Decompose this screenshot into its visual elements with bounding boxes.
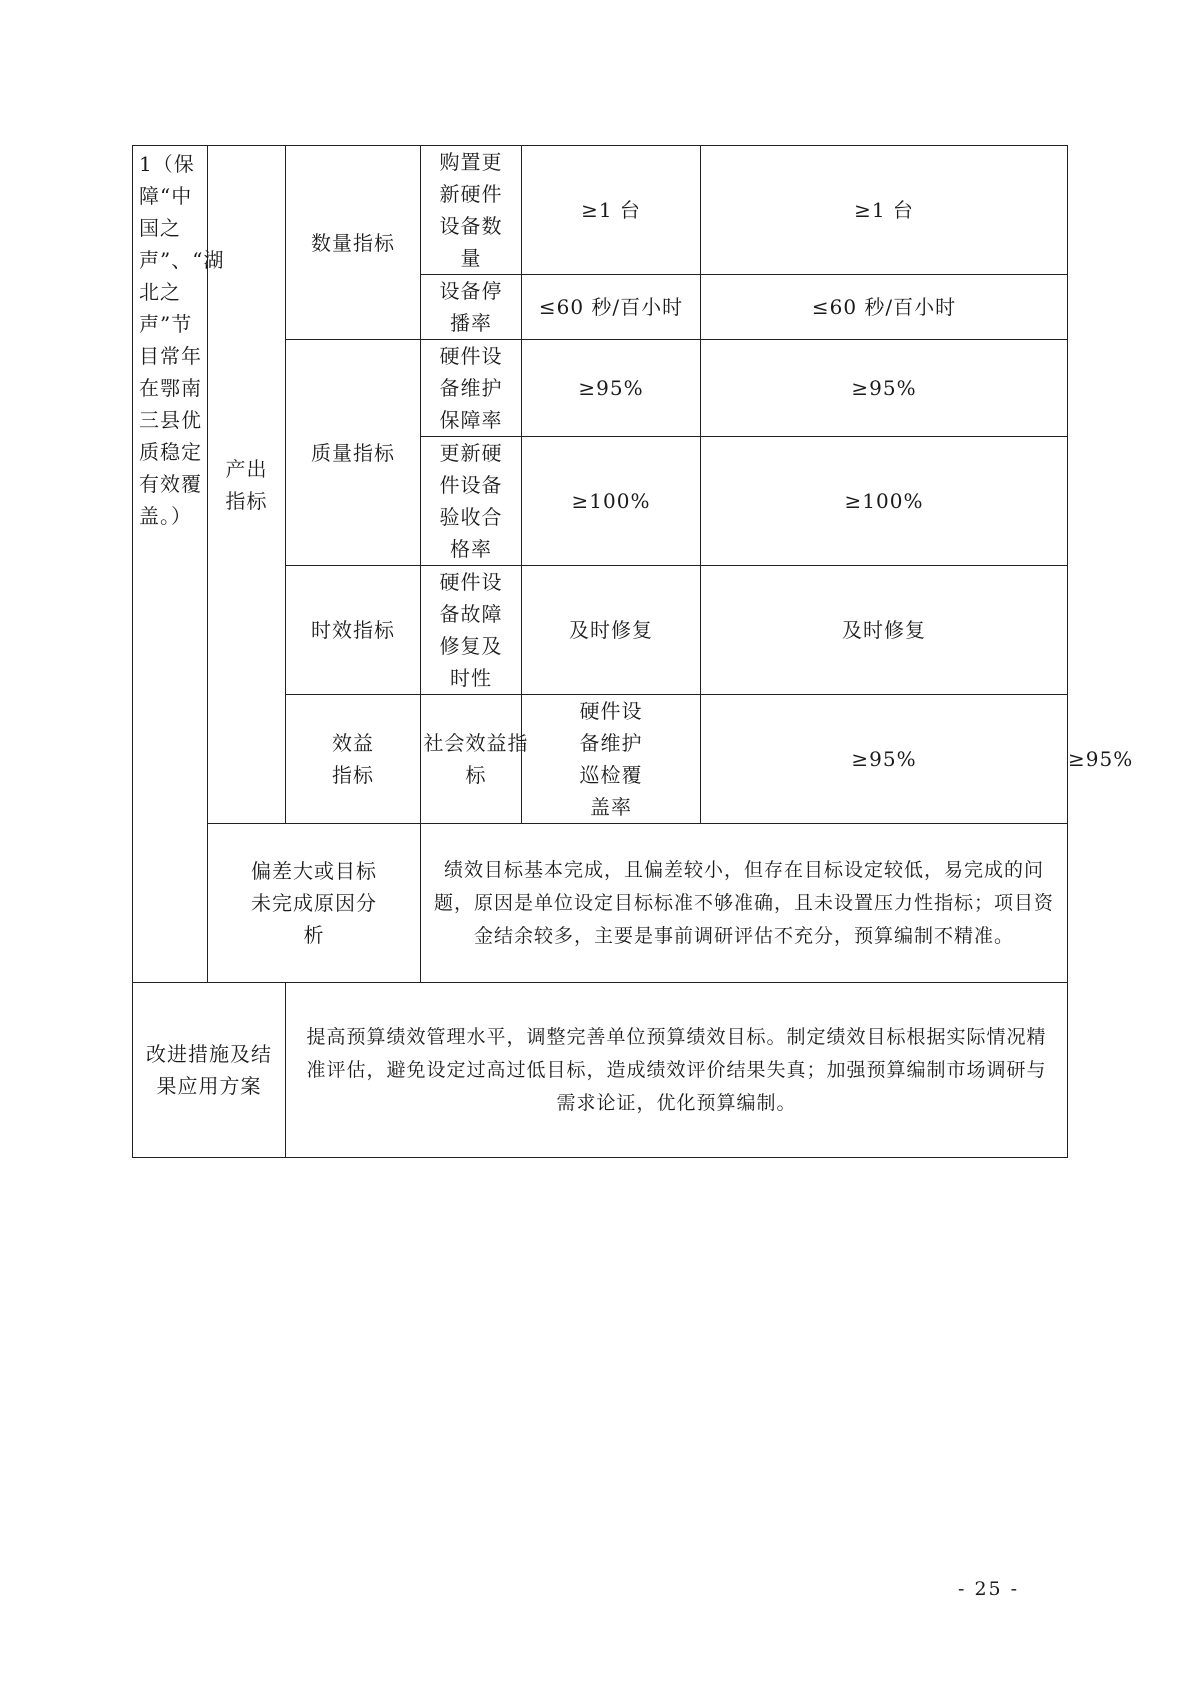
actual-value: ≥100% <box>844 489 924 513</box>
improvement-label: 改进措施及结果应用方案 <box>146 1042 272 1098</box>
performance-table <box>132 145 1134 1158</box>
page-number: - 25 - <box>958 1578 1020 1600</box>
indicator-label: 硬件设备故障修复及时性 <box>439 570 503 690</box>
target-value: ≥95% <box>851 747 917 771</box>
actual-cell <box>701 566 1068 695</box>
target-value: ≥95% <box>578 376 644 400</box>
category-label: 质量指标 <box>311 440 395 465</box>
category-cell <box>286 146 421 340</box>
target-cell <box>522 437 701 566</box>
category-label: 数量指标 <box>311 230 395 255</box>
indicator-label: 更新硬件设备验收合格率 <box>439 441 503 561</box>
indicator-label: 硬件设备维护巡检覆盖率 <box>579 699 643 819</box>
category-cell <box>286 566 421 695</box>
deviation-label: 偏差大或目标未完成原因分析 <box>251 859 377 947</box>
target-cell <box>522 566 701 695</box>
actual-value: 及时修复 <box>842 618 926 642</box>
actual-cell <box>701 275 1068 340</box>
indicator-label: 购置更新硬件设备数量 <box>439 150 503 270</box>
improvement-label-cell <box>133 983 286 1158</box>
indicator-cell <box>522 695 701 824</box>
deviation-text: 绩效目标基本完成，且偏差较小，但存在目标设定较低，易完成的问题，原因是单位设定目标标准不够准确，且未设置压力性指标；项目资金结余较多，主要是事前调研评估不充分，预算编制不精准。 <box>433 858 1054 947</box>
actual-cell <box>701 437 1068 566</box>
indicator-cell <box>421 146 522 275</box>
category-label: 时效指标 <box>311 618 395 642</box>
target-value: ≥1 台 <box>581 198 641 222</box>
improvement-text: 提高预算绩效管理水平，调整完善单位预算绩效目标。制定绩效目标根据实际情况精准评估，避免设定过高过低目标，造成绩效评价结果失真；加强预算编制市场调研与需求论证，优化预算编制。 <box>306 1025 1047 1114</box>
indicator-cell <box>421 566 522 695</box>
target-value: ≥100% <box>571 489 651 513</box>
indicator-cell <box>421 275 522 340</box>
indicator-label: 硬件设备维护保障率 <box>439 344 503 432</box>
deviation-label-cell <box>208 824 421 983</box>
benefit-group-label: 效益指标 <box>332 731 374 787</box>
target-cell <box>522 275 701 340</box>
improvement-text-cell <box>286 983 1068 1158</box>
indicator-label: 设备停播率 <box>439 279 503 335</box>
table-row <box>133 146 1068 275</box>
project-label-cell <box>133 146 225 983</box>
actual-cell <box>701 146 1068 275</box>
actual-value: ≤60 秒/百小时 <box>811 295 957 319</box>
indicator-cell <box>421 437 522 566</box>
table-row <box>133 824 1068 983</box>
target-value: ≤60 秒/百小时 <box>538 295 684 319</box>
actual-value: ≥95% <box>1068 747 1134 771</box>
actual-value: ≥95% <box>851 376 917 400</box>
category-cell <box>421 695 529 824</box>
category-label: 社会效益指标 <box>423 731 529 787</box>
table-row <box>133 983 1068 1158</box>
actual-cell <box>701 340 1068 437</box>
target-cell <box>701 695 1068 824</box>
output-group-label: 产出指标 <box>225 456 268 513</box>
benefit-group-cell <box>286 695 421 824</box>
category-cell <box>286 340 421 566</box>
indicator-cell <box>421 340 522 437</box>
target-cell <box>522 146 701 275</box>
target-value: 及时修复 <box>569 618 653 642</box>
deviation-text-cell <box>421 824 1068 983</box>
target-cell <box>522 340 701 437</box>
project-label: 1（保障“中国之声”、“湖北之声”节目常年在鄂南三县优质稳定有效覆盖。） <box>139 152 225 528</box>
actual-value: ≥1 台 <box>854 198 914 222</box>
